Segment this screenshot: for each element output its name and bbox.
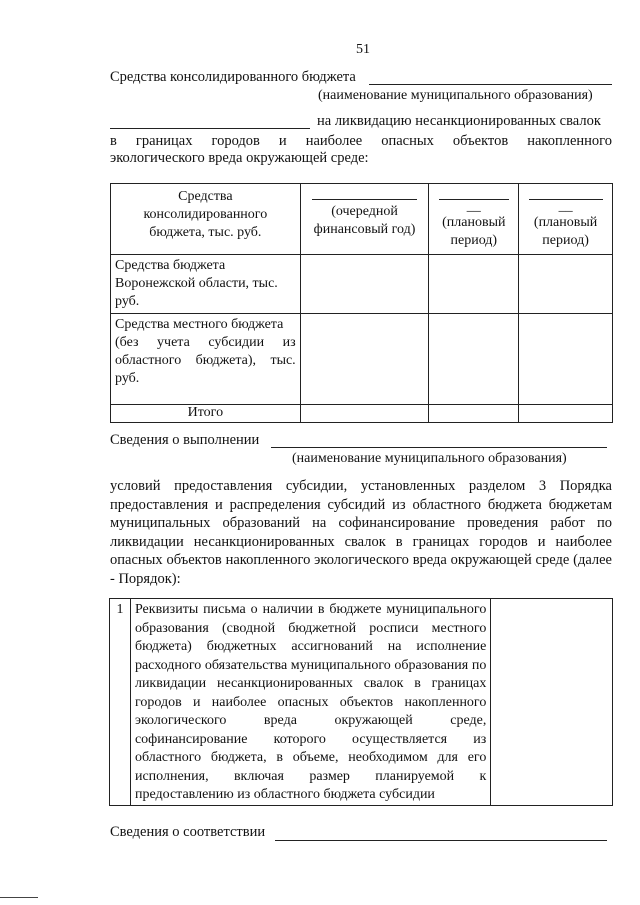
budget-row-regional-value-3[interactable]	[519, 255, 613, 314]
budget-row-total-value-2[interactable]	[429, 405, 519, 423]
budget-row-total	[111, 405, 613, 423]
consolidated-budget-label: Средства консолидированного бюджета	[110, 69, 356, 85]
budget-row-regional-value-1[interactable]	[300, 255, 429, 314]
consolidated-budget-blank[interactable]	[369, 84, 612, 85]
budget-col4-header: (плановый период)	[533, 215, 598, 248]
requirements-row-number: 1	[116, 602, 124, 617]
info-fulfillment-blank[interactable]	[271, 447, 607, 448]
requirements-row	[110, 599, 613, 806]
budget-row-local	[111, 314, 613, 405]
budget-col1-header: Средства консолидированного бюджета, тыс. руб.	[143, 189, 268, 240]
budget-table-header-row	[111, 184, 613, 255]
budget-row-regional-value-2[interactable]	[429, 255, 519, 314]
budget-col4-header-cell[interactable]	[519, 184, 613, 255]
conditions-paragraph: условий предоставления субсидии, установленных разделом 3 Порядка предоставления и распределения субсидий из областного бюджета бюджетам муниципальных образований на софинансирование проведения работ по ликвидации несанкционированных свалок в границах городов и наиболее опасных объектов накопленного экологического вреда окружающей среде (далее - Порядок):	[110, 478, 612, 587]
budget-row-local-value-2[interactable]	[429, 314, 519, 405]
budget-row-local-label	[111, 314, 300, 390]
budget-row-regional	[111, 255, 613, 314]
requirements-row-value[interactable]	[491, 599, 613, 806]
municipality-caption-2: (наименование муниципального образования)	[292, 451, 567, 466]
purpose-line-3: экологического вреда окружающей среде:	[110, 150, 369, 166]
footnote-separator	[0, 897, 38, 898]
budget-row-local-label-part2: (без учета субсидии из областного бюджета), тыс. руб.	[115, 335, 296, 386]
purpose-blank[interactable]	[110, 128, 310, 129]
budget-col4-dash: __	[558, 199, 573, 214]
requirements-row-text: Реквизиты письма о наличии в бюджете муниципального образования (сводной бюджетной росписи местного бюджета) бюджетных ассигнований на исполнение расходного обязательства муниципального образования по ликвидации несанкционированных свалок в границах городов и наиболее опасных объектов накопленного экологического вреда окружающей среде, софинансирование которого осуществляется из областного бюджета, в объеме, необходимом для его исполнения, включая размер планируемой к предоставлению из областного бюджета субсидии	[134, 602, 487, 802]
budget-row-local-value-1[interactable]	[300, 314, 429, 405]
budget-col3-header: (плановый период)	[442, 215, 506, 248]
budget-row-total-value-1[interactable]	[300, 405, 429, 423]
purpose-line-2: в границах городов и наиболее опасных объектов накопленного	[110, 133, 612, 149]
info-fulfillment-label: Сведения о выполнении	[110, 432, 260, 448]
budget-col2-header-cell[interactable]	[300, 184, 429, 255]
budget-col1-header-cell	[111, 184, 301, 255]
budget-row-local-label-part1: Средства местного бюджета	[115, 317, 284, 332]
budget-table	[110, 183, 613, 423]
page-number: 51	[356, 42, 370, 57]
budget-col3-header-cell[interactable]	[429, 184, 519, 255]
info-compliance-blank[interactable]	[275, 840, 607, 841]
purpose-suffix: на ликвидацию несанкционированных свалок	[317, 113, 601, 129]
municipality-caption-1: (наименование муниципального образования)	[318, 88, 593, 103]
budget-col3-dash: __	[466, 199, 481, 214]
budget-row-total-label: Итого	[187, 405, 224, 420]
budget-row-regional-label: Средства бюджета Воронежской области, тыс. руб.	[115, 258, 278, 309]
requirements-table	[109, 598, 613, 806]
info-compliance-label: Сведения о соответствии	[110, 824, 266, 840]
budget-col2-header: (очередной финансовый год)	[313, 204, 416, 237]
budget-row-total-value-3[interactable]	[519, 405, 613, 423]
budget-row-local-value-3[interactable]	[519, 314, 613, 405]
